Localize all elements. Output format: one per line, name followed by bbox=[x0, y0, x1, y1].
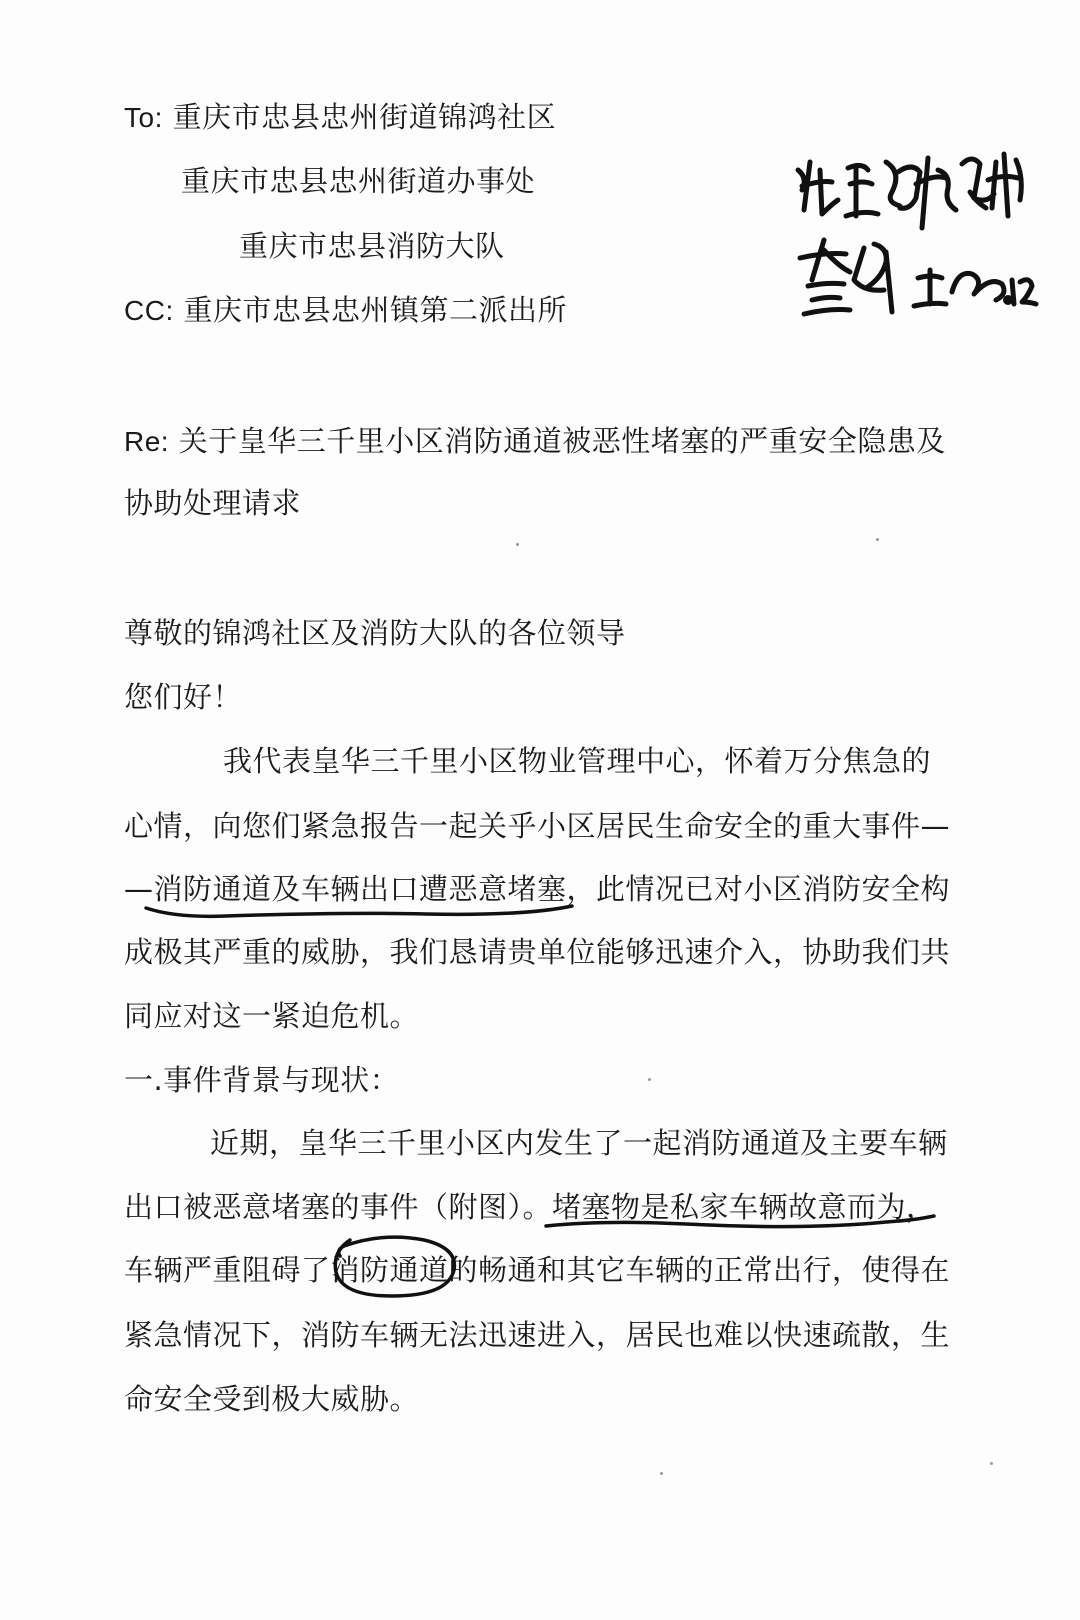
underlined-phrase-2: 堵塞物是私家车辆故意而为， bbox=[552, 1190, 936, 1224]
para2-line-1: 近期，皇华三千里小区内发生了一起消防通道及主要车辆 bbox=[210, 1126, 948, 1160]
handwritten-instruction bbox=[790, 140, 1040, 340]
hand-circle-mark bbox=[328, 1230, 464, 1302]
to-recipient-2: 重庆市忠县忠州街道办事处 bbox=[181, 164, 536, 198]
to-label: To: bbox=[124, 102, 163, 133]
para1-line-4: 成极其严重的威胁，我们恳请贵单位能够迅速介入，协助我们共 bbox=[124, 935, 951, 969]
underlined-phrase-1: —消防通道及车辆出口遭恶意堵塞， bbox=[124, 872, 597, 906]
para2-line-3 bbox=[124, 1250, 950, 1290]
para1-line-5: 同应对这一紧迫危机。 bbox=[124, 999, 420, 1033]
para1-line-2: 心情，向您们紧急报告一起关乎小区居民生命安全的重大事件— bbox=[124, 809, 951, 843]
greeting: 您们好！ bbox=[124, 680, 243, 714]
cc-label: CC: bbox=[124, 295, 174, 326]
cc-line bbox=[124, 290, 567, 331]
cc-recipient: 重庆市忠县忠州镇第二派出所 bbox=[183, 293, 567, 327]
para2-line-4: 紧急情况下，消防车辆无法迅速进入，居民也难以快速疏散，生 bbox=[124, 1318, 951, 1352]
subject-label: Re: bbox=[124, 426, 170, 457]
para2-line-5: 命安全受到极大威胁。 bbox=[124, 1382, 420, 1416]
para2-line-3-rest: 的畅通和其它车辆的正常出行，使得在 bbox=[448, 1253, 951, 1287]
hand-underline-2 bbox=[540, 1212, 940, 1236]
subject-line-1 bbox=[124, 421, 946, 462]
to-recipient-3: 重庆市忠县消防大队 bbox=[239, 229, 505, 263]
scan-speck bbox=[648, 1078, 651, 1081]
para1-line-3-rest: 此情况已对小区消防安全构 bbox=[596, 872, 951, 906]
scan-speck bbox=[876, 538, 879, 541]
subject-text-2: 协助处理请求 bbox=[124, 486, 302, 520]
circled-phrase: 消防通道 bbox=[330, 1253, 449, 1287]
to-line-1 bbox=[124, 97, 556, 138]
to-recipient-1: 重庆市忠县忠州街道锦鸿社区 bbox=[172, 100, 557, 134]
para2-line-2-start: 出口被恶意堵塞的事件（附图）。 bbox=[124, 1190, 553, 1224]
para2-line-3-start: 车辆严重阻碍了 bbox=[124, 1253, 331, 1287]
scan-speck bbox=[990, 1462, 993, 1465]
scan-speck bbox=[660, 1472, 663, 1475]
para1-line-1: 我代表皇华三千里小区物业管理中心，怀着万分焦急的 bbox=[223, 744, 932, 778]
section-heading: 一.事件背景与现状： bbox=[124, 1063, 400, 1097]
hand-underline-1 bbox=[140, 898, 580, 922]
salutation: 尊敬的锦鸿社区及消防大队的各位领导 bbox=[124, 616, 626, 650]
scan-speck bbox=[516, 543, 519, 546]
subject-text-1: 关于皇华三千里小区消防通道被恶性堵塞的严重安全隐患及 bbox=[178, 424, 946, 458]
